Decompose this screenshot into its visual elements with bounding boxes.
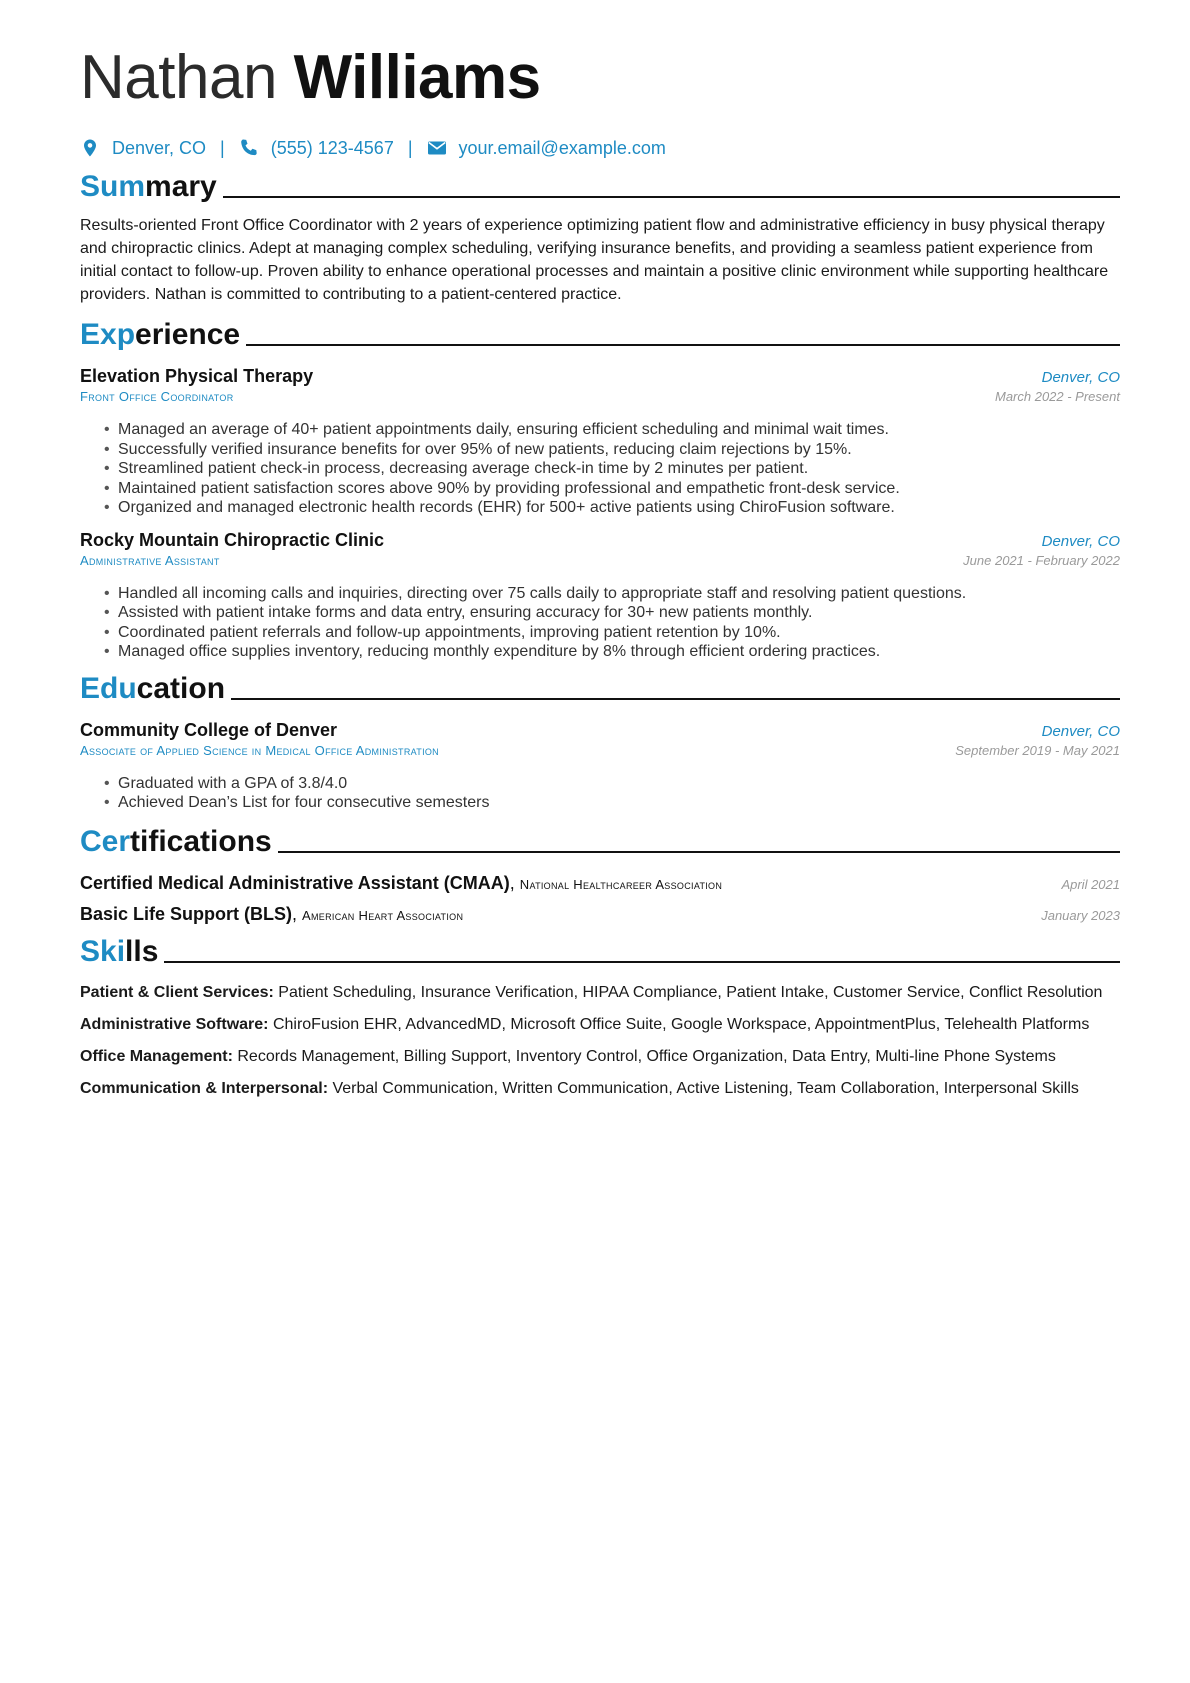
section-rule bbox=[246, 344, 1120, 346]
certification-label bbox=[80, 904, 463, 925]
summary-heading bbox=[80, 170, 1120, 204]
list-item: • Coordinated patient referrals and follow-up appointments, improving patient retention by 10%. bbox=[80, 623, 1120, 643]
certification-date: January 2023 bbox=[1041, 907, 1120, 923]
contact-phone[interactable] bbox=[239, 138, 394, 159]
skill-text: Verbal Communication, Written Communication, Active Listening, Team Collaboration, Interpersonal Skills bbox=[332, 1079, 1079, 1097]
experience-heading bbox=[80, 318, 1120, 352]
education-bullets bbox=[80, 774, 1120, 813]
heading-accent: Edu bbox=[80, 671, 137, 705]
heading-accent: Cer bbox=[80, 824, 131, 858]
skill-text: ChiroFusion EHR, AdvancedMD, Microsoft Office Suite, Google Workspace, AppointmentPlus, Telehealth Platforms bbox=[272, 1015, 1090, 1033]
last-name: Williams bbox=[293, 43, 541, 112]
school-location: Denver, CO bbox=[1041, 722, 1120, 740]
heading-accent: Sum bbox=[80, 170, 146, 203]
job-dates: March 2022 - Present bbox=[994, 389, 1120, 404]
list-item: • Successfully verified insurance benefits for over 95% of new patients, reducing claim rejections by 15%. bbox=[80, 440, 1120, 460]
contact-bar bbox=[80, 136, 1120, 160]
certification-issuer: American Heart Association bbox=[302, 907, 464, 923]
skills-heading bbox=[80, 935, 1120, 969]
school-name: Community College of Denver bbox=[80, 719, 338, 740]
job-bullets bbox=[80, 420, 1120, 518]
section-title bbox=[80, 935, 158, 969]
phone-icon bbox=[239, 138, 259, 158]
degree-name: Associate of Applied Science in Medical Office Administration bbox=[80, 742, 439, 758]
skill-label: Administrative Software: bbox=[80, 1015, 269, 1033]
heading-rest: cation bbox=[136, 671, 226, 705]
heading-rest: lls bbox=[125, 934, 159, 968]
list-item: • Assisted with patient intake forms and data entry, ensuring accuracy for 30+ new patients monthly. bbox=[80, 603, 1120, 623]
job-bullets bbox=[80, 584, 1120, 662]
envelope-icon bbox=[427, 138, 447, 158]
certification-name: Basic Life Support (BLS) bbox=[80, 903, 293, 924]
resume-page bbox=[80, 42, 1120, 1100]
skill-group bbox=[80, 981, 1120, 1004]
job-location: Denver, CO bbox=[1041, 532, 1120, 550]
job-location: Denver, CO bbox=[1041, 369, 1120, 386]
section-rule bbox=[231, 698, 1120, 700]
heading-accent: Ski bbox=[80, 934, 126, 968]
certification-date: April 2021 bbox=[1061, 876, 1120, 892]
skill-text: Records Management, Billing Support, Inventory Control, Office Organization, Data Entry, Multi-line Phone Systems bbox=[237, 1047, 1056, 1065]
certification-name: Certified Medical Administrative Assistant (CMAA) bbox=[80, 872, 510, 893]
job-dates: June 2021 - February 2022 bbox=[963, 552, 1120, 568]
section-title bbox=[80, 170, 217, 204]
location-text: Denver, CO bbox=[112, 137, 207, 158]
first-name: Nathan bbox=[80, 43, 277, 112]
job-header bbox=[80, 366, 1120, 387]
section-title bbox=[80, 318, 240, 352]
certification-comma: , bbox=[292, 903, 303, 924]
list-item: • Streamlined patient check-in process, decreasing average check-in time by 2 minutes per patient. bbox=[80, 459, 1120, 479]
list-item: • Managed office supplies inventory, reducing monthly expenditure by 8% through efficient ordering practices. bbox=[80, 642, 1120, 662]
heading-rest: erience bbox=[135, 318, 241, 351]
certification-label bbox=[80, 873, 722, 894]
job-role: Front Office Coordinator bbox=[80, 389, 234, 404]
education-heading bbox=[80, 672, 1120, 706]
certifications-heading bbox=[80, 825, 1120, 859]
skill-group bbox=[80, 1013, 1120, 1036]
job-role: Administrative Assistant bbox=[80, 552, 220, 568]
heading-rest: tifications bbox=[130, 824, 272, 858]
heading-accent: Exp bbox=[80, 318, 136, 351]
education-subheader bbox=[80, 743, 1120, 758]
candidate-name bbox=[80, 42, 1120, 114]
job-header bbox=[80, 530, 1120, 551]
certification-item bbox=[80, 873, 1120, 894]
education-entry bbox=[80, 720, 1120, 813]
email-link: your.email@example.com bbox=[458, 137, 666, 158]
summary-text: Results-oriented Front Office Coordinator with 2 years of experience optimizing patient flow and administrative efficiency in busy physical therapy and chiropractic clinics. Adept at managing complex scheduling, verifying insurance benefits, and providing a seamless patient experience from initial contact to follow-up. Proven ability to enhance operational processes and maintain a positive clinic environment while supporting healthcare providers. Nathan is committed to contributing to a patient-centered practice. bbox=[80, 217, 1109, 303]
certification-item bbox=[80, 904, 1120, 925]
contact-separator: | bbox=[220, 137, 225, 158]
certification-issuer: National Healthcareer Association bbox=[519, 876, 723, 892]
map-pin-icon bbox=[80, 138, 100, 158]
company-name: Elevation Physical Therapy bbox=[80, 366, 314, 386]
skill-label: Patient & Client Services: bbox=[80, 983, 274, 1001]
job-subheader bbox=[80, 553, 1120, 568]
list-item: • Managed an average of 40+ patient appointments daily, ensuring efficient scheduling and minimal wait times. bbox=[80, 420, 1120, 440]
list-item: • Achieved Dean’s List for four consecutive semesters bbox=[80, 793, 1120, 813]
skill-text: Patient Scheduling, Insurance Verification, HIPAA Compliance, Patient Intake, Customer Service, Conflict Resolution bbox=[278, 983, 1103, 1001]
certification-comma: , bbox=[509, 872, 520, 893]
phone-text: (555) 123-4567 bbox=[270, 137, 394, 158]
contact-location bbox=[80, 138, 206, 159]
section-rule bbox=[164, 961, 1120, 963]
list-item: • Organized and managed electronic health records (EHR) for 500+ active patients using ChiroFusion software. bbox=[80, 498, 1120, 518]
list-item: • Maintained patient satisfaction scores above 90% by providing professional and empathetic front-desk service. bbox=[80, 479, 1120, 499]
section-title bbox=[80, 672, 225, 706]
job-entry bbox=[80, 530, 1120, 662]
skill-group bbox=[80, 1077, 1120, 1100]
skill-label: Office Management: bbox=[80, 1047, 233, 1065]
heading-rest: mary bbox=[145, 170, 217, 203]
contact-email[interactable] bbox=[427, 138, 666, 159]
list-item: • Handled all incoming calls and inquiries, directing over 75 calls daily to appropriate staff and resolving patient questions. bbox=[80, 584, 1120, 604]
job-subheader bbox=[80, 389, 1120, 404]
skill-label: Communication & Interpersonal: bbox=[80, 1079, 329, 1097]
contact-separator: | bbox=[407, 137, 413, 158]
job-entry bbox=[80, 366, 1120, 518]
section-rule bbox=[278, 851, 1120, 853]
education-dates: September 2019 - May 2021 bbox=[955, 742, 1120, 758]
skill-group bbox=[80, 1045, 1120, 1068]
list-item: • Graduated with a GPA of 3.8/4.0 bbox=[80, 774, 1120, 794]
section-rule bbox=[223, 196, 1120, 198]
company-name: Rocky Mountain Chiropractic Clinic bbox=[80, 529, 385, 550]
education-header bbox=[80, 720, 1120, 741]
section-title bbox=[80, 825, 272, 859]
